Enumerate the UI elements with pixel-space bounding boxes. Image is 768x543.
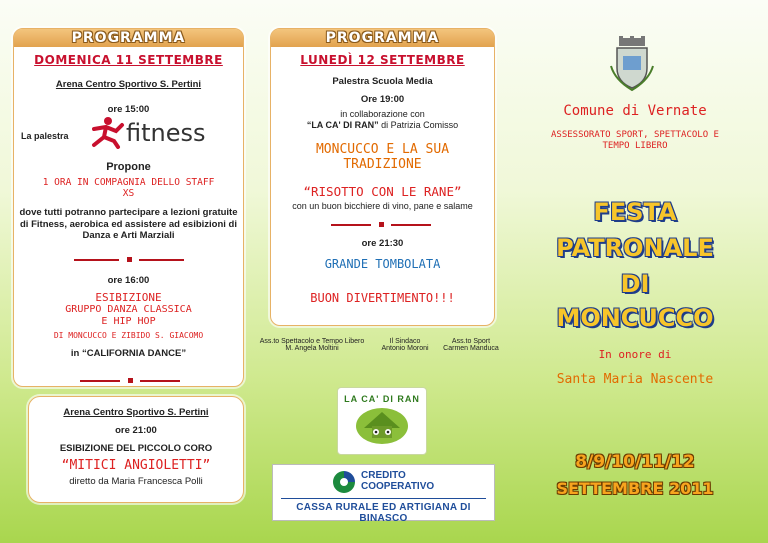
bank-name: CREDITO COOPERATIVO [361,470,435,492]
program-panel-monday [270,28,495,326]
bank-logo-icon [331,469,357,495]
event: ESIBIZIONE DEL PICCOLO CORO [59,443,213,454]
fitness-figure-icon [86,115,126,149]
comune-name: Comune di Vernate [563,103,707,119]
panel-date: LUNEDÌ 12 SETTEMBRE [300,53,465,67]
show-title: in “CALIFORNIA DANCE” [70,348,187,359]
signature-block [258,338,508,362]
time: ore 15:00 [107,104,150,115]
festa-title-line: DI [620,270,650,298]
choir-name: “MITICI ANGIOLETTI” [61,458,211,473]
offer: 1 ORA IN COMPAGNIA DELLO STAFF XS [42,177,215,199]
fitness-logo-text: fitness [126,119,206,147]
dish: “RISOTTO CON LE RANE” [303,184,462,199]
time: ore 21:30 [361,238,404,249]
venue: Arena Centro Sportivo S. Pertini [55,79,202,90]
program-panel-sunday [13,28,244,387]
group2: E HIP HOP [101,316,156,327]
coat-of-arms-icon [609,36,655,92]
sponsor-bank [272,464,495,524]
program-panel-evening [28,396,244,503]
tombola: GRANDE TOMBOLATA [324,257,441,271]
collaboration-partner: “LA CA' DI RAN” di Patrizia Comisso [306,120,459,130]
dish-note: con un buon bicchiere di vino, pane e salame [292,201,473,211]
panel-header: PROGRAMMA [271,29,494,47]
divider [331,220,431,230]
signature: Il Sindaco Antonio Moroni [381,338,429,352]
festa-title-line: MONCUCCO [556,304,714,332]
time: Ore 19:00 [360,94,405,105]
festa-title-line: FESTA [593,198,677,226]
panel-date: DOMENICA 11 SETTEMBRE [34,53,223,67]
divider [80,376,180,386]
venue: Palestra Scuola Media [332,76,433,87]
festival-dates: 8/9/10/11/12 [575,452,695,472]
time: ore 16:00 [107,275,150,286]
collaboration: in collaborazione con [340,109,425,119]
assessorato: ASSESSORATO SPORT, SPETTACOLO E TEMPO LIBERO [551,130,719,151]
bank-rule [281,498,486,499]
time: ore 21:00 [115,425,157,436]
gym-label: La palestra [21,131,69,141]
festa-title-line: PATRONALE [556,234,714,262]
group-origin: DI MONCUCCO E ZIBIDO S. GIACOMO [53,331,204,340]
panel-header: PROGRAMMA [14,29,243,47]
event-title: MONCUCCO E LA SUA TRADIZIONE [315,142,450,172]
saint-name: Santa Maria Nascente [556,372,714,387]
divider [74,255,184,265]
sponsor-logo-lacadiran [337,387,427,455]
honor-label: In onore di [598,348,672,361]
sponsor-logo-text: LA CA' DI RAN [344,394,420,404]
festival-month: SETTEMBRE 2011 [556,479,714,498]
fitness-logo [86,115,236,149]
description: dove tutti potranno partecipare a lezioni gratuite di Fitness, aerobica ed assistere ad esibizioni di Danza e Arti Marziali [19,207,238,241]
signature: Ass.to Spettacolo e Tempo Libero M. Angela Moltini [259,338,365,352]
closing: BUON DIVERTIMENTO!!! [310,291,455,305]
director: diretto da Maria Francesca Polli [69,476,203,487]
group: GRUPPO DANZA CLASSICA [65,304,192,315]
venue: Arena Centro Sportivo S. Pertini [63,407,209,418]
signature: Ass.to Sport Carmen Manduca [443,338,499,352]
exhibition: ESIBIZIONE [95,291,162,304]
bank-subtitle: CASSA RURALE ED ARTIGIANA DI BINASCO [296,502,471,524]
proposes: Propone [106,161,151,173]
